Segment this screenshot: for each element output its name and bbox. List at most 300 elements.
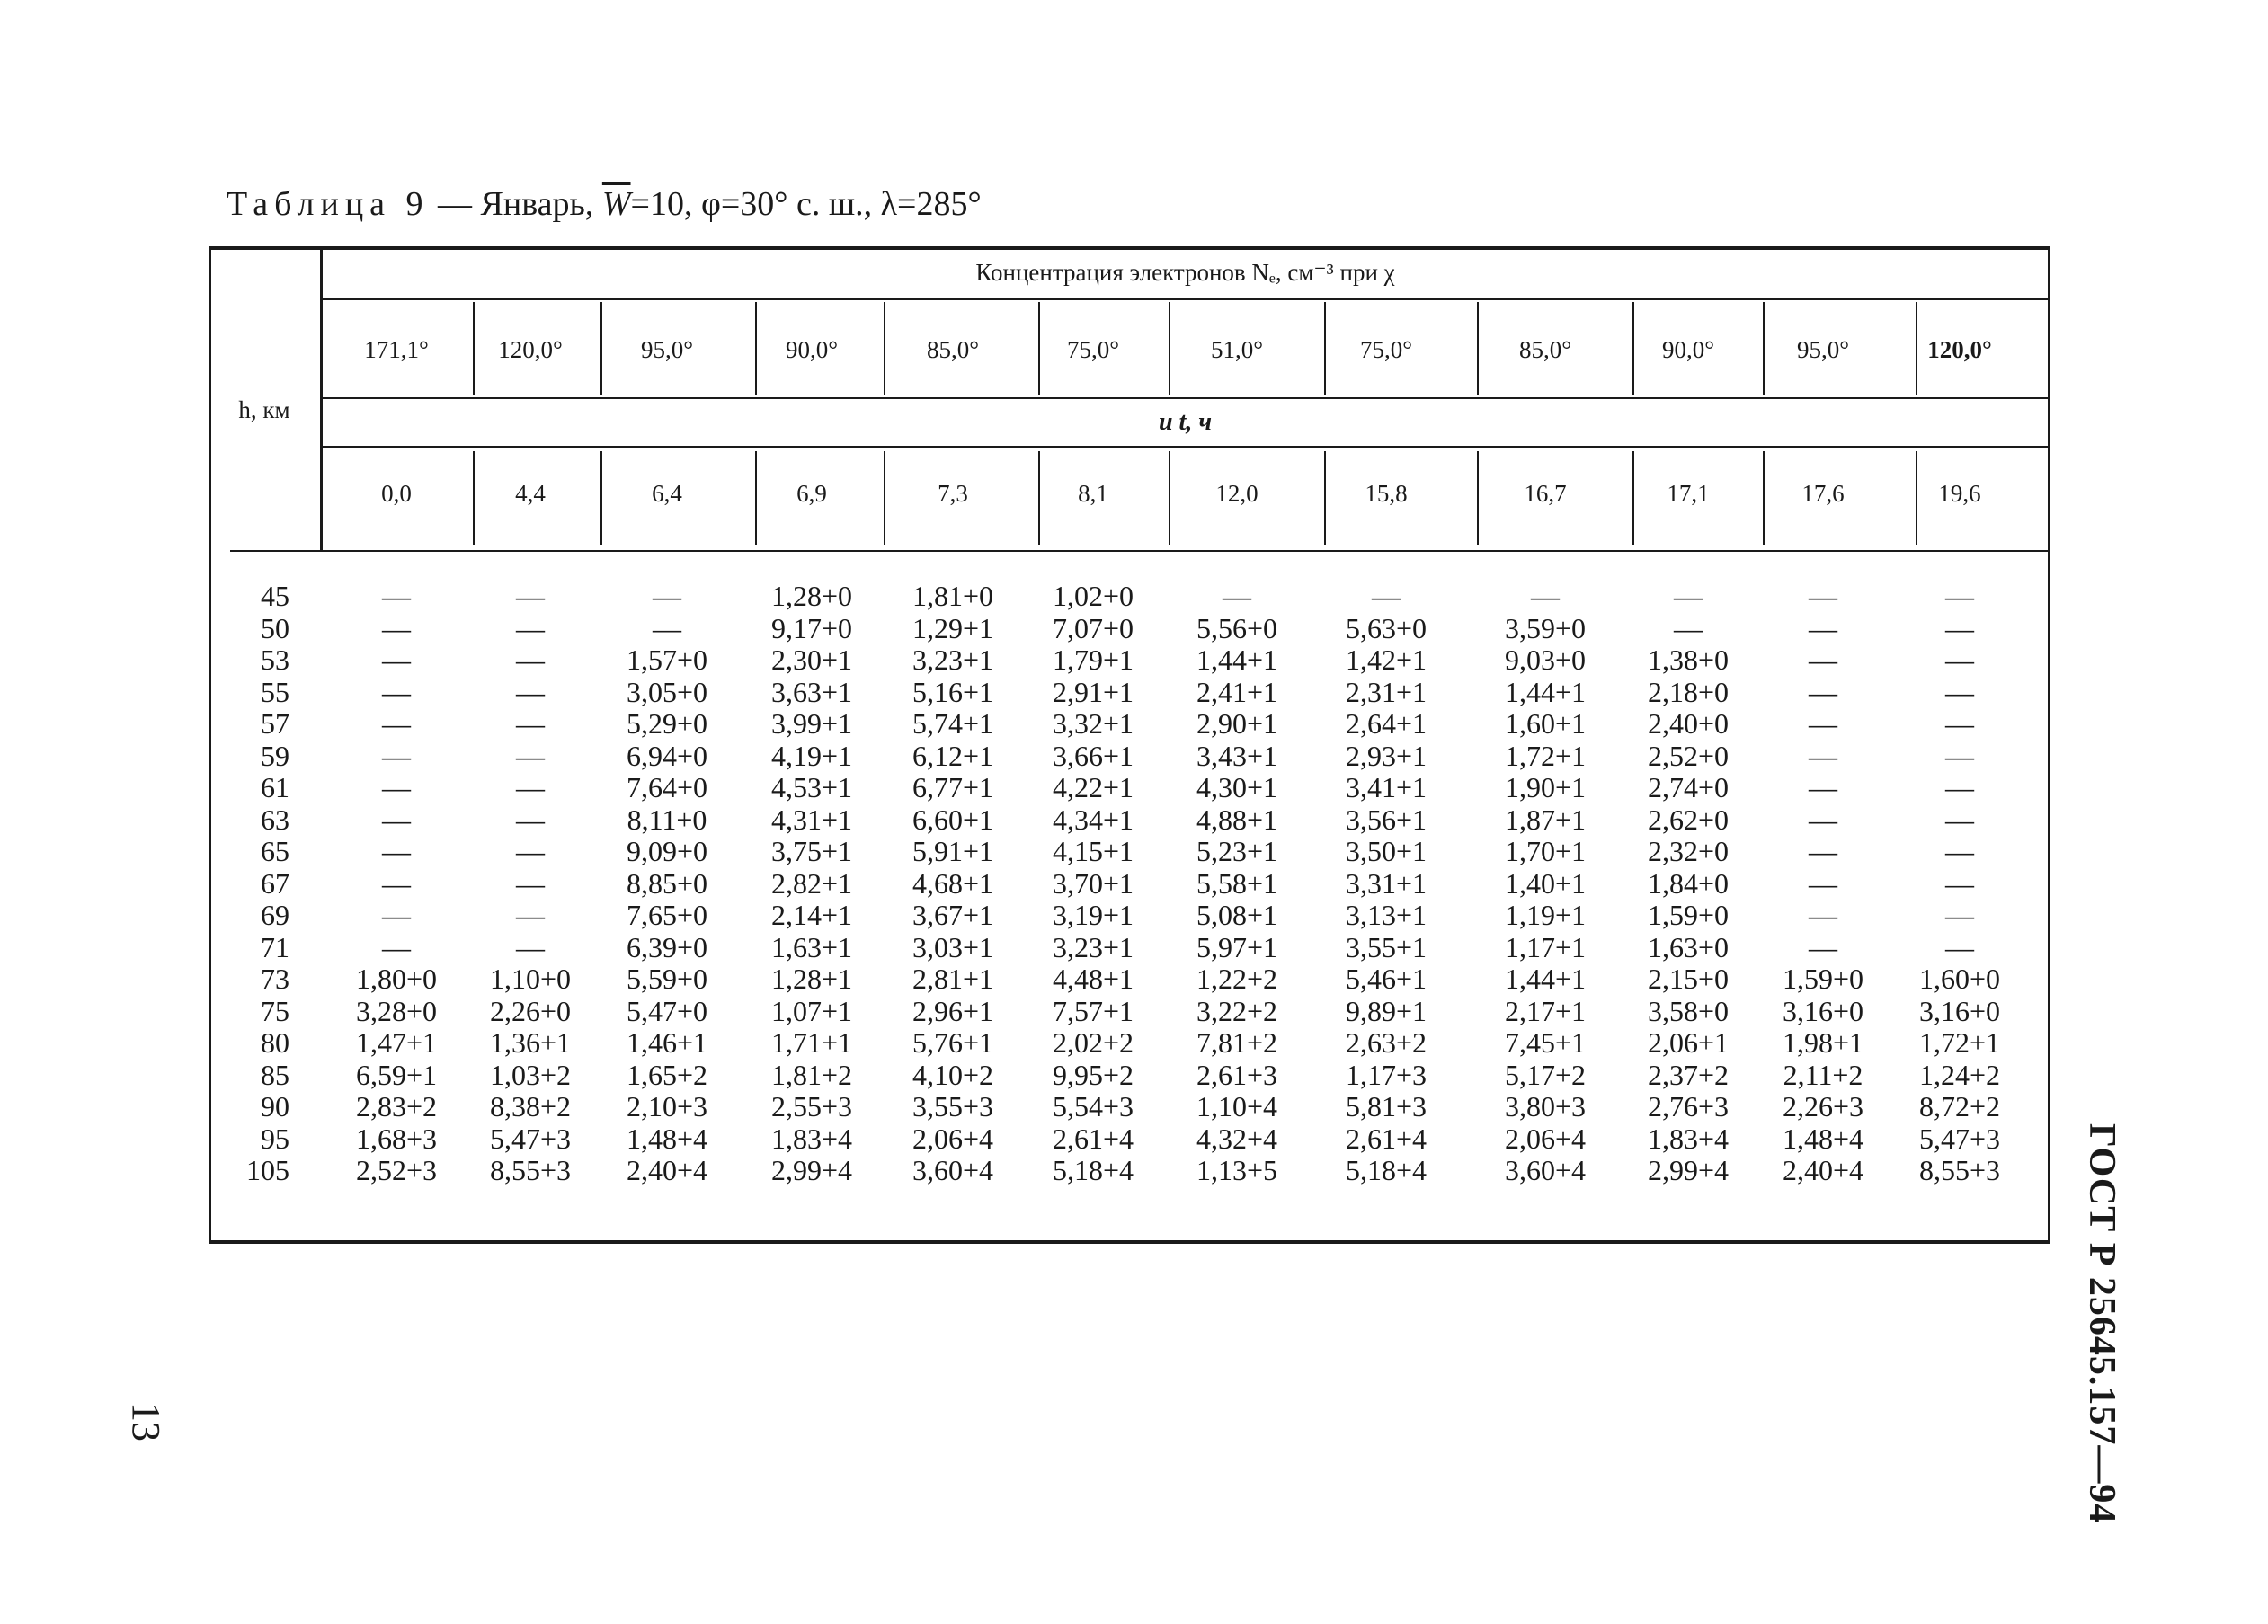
table-cell: — xyxy=(382,611,411,644)
table-cell: 5,17+2 xyxy=(1504,1058,1587,1091)
table-cell: 1,72+1 xyxy=(1918,1026,2001,1059)
table-cell: — xyxy=(516,866,545,900)
table-cell: — xyxy=(1809,835,1837,867)
table-cell: 3,59+0 xyxy=(1504,611,1587,644)
table-cell: 1,48+4 xyxy=(1782,1122,1864,1155)
table-cell: 2,06+4 xyxy=(912,1122,994,1155)
table-cell: 2,15+0 xyxy=(1647,963,1730,995)
data-column xyxy=(595,581,739,1187)
column-separator xyxy=(1477,302,1479,395)
t-header-cell: 8,1 xyxy=(1078,480,1108,507)
table-cell: 2,52+0 xyxy=(1647,739,1730,772)
t-header-cell: 19,6 xyxy=(1938,480,1981,507)
table-cell: 5,54+3 xyxy=(1052,1090,1134,1123)
table-cell: 1,72+1 xyxy=(1504,739,1587,772)
table-cell: 2,30+1 xyxy=(770,643,853,676)
data-column xyxy=(1473,581,1617,1187)
h-values-column xyxy=(225,581,289,1187)
table-cell: — xyxy=(516,803,545,836)
t-header: и t, ч xyxy=(1158,408,1213,436)
table-cell: — xyxy=(1945,707,1974,740)
table-cell: 1,90+1 xyxy=(1504,771,1587,803)
table-cell: 3,41+1 xyxy=(1345,771,1428,803)
table-cell: 5,47+0 xyxy=(626,994,708,1027)
caption-label: Таблица 9 xyxy=(227,185,430,223)
table-cell: 2,63+2 xyxy=(1345,1026,1428,1059)
h-value: 69 xyxy=(261,899,289,931)
t-header-cell: 16,7 xyxy=(1524,480,1567,507)
table-cell: 7,57+1 xyxy=(1052,994,1134,1027)
h-column-header: h, км xyxy=(238,396,290,423)
table-cell: — xyxy=(382,803,411,836)
column-separator xyxy=(473,451,475,545)
table-cell: — xyxy=(1945,771,1974,803)
chi-header-cell: 75,0° xyxy=(1359,336,1413,363)
table-cell: — xyxy=(382,643,411,676)
table-cell: 5,74+1 xyxy=(912,707,994,740)
table-cell: — xyxy=(516,675,545,708)
table-cell: 2,93+1 xyxy=(1345,739,1428,772)
data-column xyxy=(1888,581,2032,1187)
table-cell: 1,60+1 xyxy=(1504,707,1587,740)
table-cell: 5,23+1 xyxy=(1196,835,1278,867)
h-value: 63 xyxy=(261,803,289,836)
table-cell: 6,77+1 xyxy=(912,771,994,803)
table-bottom-rule xyxy=(209,1240,2050,1244)
table-cell: 8,11+0 xyxy=(627,803,707,836)
table-cell: — xyxy=(1945,899,1974,931)
table-cell: 2,17+1 xyxy=(1504,994,1587,1027)
h-value: 59 xyxy=(261,739,289,772)
table-cell: 3,55+1 xyxy=(1345,930,1428,963)
table-cell: 2,40+4 xyxy=(626,1154,708,1186)
table-cell: 4,53+1 xyxy=(770,771,853,803)
t-header-cell: 12,0 xyxy=(1215,480,1259,507)
table-cell: 1,48+4 xyxy=(626,1122,708,1155)
column-separator xyxy=(755,302,757,395)
table-cell: 4,88+1 xyxy=(1196,803,1278,836)
table-cell: 2,83+2 xyxy=(355,1090,438,1123)
h-value: 71 xyxy=(261,930,289,963)
table-cell: 2,61+4 xyxy=(1052,1122,1134,1155)
h-value: 50 xyxy=(261,611,289,644)
data-column xyxy=(1021,581,1165,1187)
t-header-cell: 6,4 xyxy=(652,480,682,507)
table-cell: — xyxy=(1531,580,1560,612)
h-value: 65 xyxy=(261,835,289,867)
table-cell: — xyxy=(516,643,545,676)
table-cell: 2,91+1 xyxy=(1052,675,1134,708)
table-cell: — xyxy=(382,866,411,900)
table-cell: 2,02+2 xyxy=(1052,1026,1134,1059)
column-separator xyxy=(1169,302,1170,395)
table-cell: — xyxy=(516,739,545,772)
h-value: 57 xyxy=(261,707,289,740)
column-separator xyxy=(1324,451,1326,545)
table-cell: 8,55+3 xyxy=(1918,1154,2001,1186)
table-cell: 1,40+1 xyxy=(1504,866,1587,900)
table-cell: — xyxy=(382,930,411,963)
chi-header-cell: 95,0° xyxy=(640,336,694,363)
table-cell: — xyxy=(653,580,681,612)
table-cell: — xyxy=(1945,675,1974,708)
data-column xyxy=(740,581,884,1187)
table-cell: 5,91+1 xyxy=(912,835,994,867)
table-cell: 1,17+1 xyxy=(1504,930,1587,963)
table-cell: 2,26+0 xyxy=(489,994,572,1027)
table-cell: 9,89+1 xyxy=(1345,994,1428,1027)
table-cell: 2,90+1 xyxy=(1196,707,1278,740)
data-column xyxy=(458,581,602,1187)
table-cell: 1,63+1 xyxy=(770,930,853,963)
table-cell: 2,11+2 xyxy=(1783,1058,1863,1091)
column-separator xyxy=(1632,451,1634,545)
h-value: 73 xyxy=(261,963,289,995)
table-cell: 1,47+1 xyxy=(355,1026,438,1059)
column-separator xyxy=(1324,302,1326,395)
h-value: 61 xyxy=(261,771,289,803)
table-cell: 5,46+1 xyxy=(1345,963,1428,995)
table-cell: 4,19+1 xyxy=(770,739,853,772)
table-cell: 3,99+1 xyxy=(770,707,853,740)
table-cell: — xyxy=(1809,930,1837,963)
table-cell: 5,16+1 xyxy=(912,675,994,708)
page-number: 13 xyxy=(124,1402,168,1442)
table-cell: 2,14+1 xyxy=(770,899,853,931)
chi-header-cell: 120,0° xyxy=(498,336,563,363)
chi-header-cell: 90,0° xyxy=(785,336,839,363)
table-cell: 1,83+4 xyxy=(1647,1122,1730,1155)
table-cell: 2,52+3 xyxy=(355,1154,438,1186)
table-cell: 4,32+4 xyxy=(1196,1122,1278,1155)
table-cell: 2,61+3 xyxy=(1196,1058,1278,1091)
column-separator xyxy=(1169,451,1170,545)
table-cell: 2,26+3 xyxy=(1782,1090,1864,1123)
table-cell: 1,60+0 xyxy=(1918,963,2001,995)
caption-w-symbol: $\overline{W}$ xyxy=(601,185,631,223)
table-top-rule xyxy=(209,246,2050,250)
table-caption xyxy=(227,184,982,224)
table-cell: 2,18+0 xyxy=(1647,675,1730,708)
table-cell: 1,80+0 xyxy=(355,963,438,995)
table-cell: — xyxy=(1809,866,1837,900)
table-cell: 1,19+1 xyxy=(1504,899,1587,931)
table-cell: 2,62+0 xyxy=(1647,803,1730,836)
column-separator xyxy=(473,302,475,395)
table-cell: 2,10+3 xyxy=(626,1090,708,1123)
table-cell: — xyxy=(653,611,681,644)
table-cell: — xyxy=(516,771,545,803)
table-cell: 2,99+4 xyxy=(770,1154,853,1186)
table-cell: 2,96+1 xyxy=(912,994,994,1027)
chi-header-cell: 90,0° xyxy=(1661,336,1715,363)
table-cell: 1,28+0 xyxy=(770,580,853,612)
table-cell: — xyxy=(1945,643,1974,676)
table-cell: — xyxy=(1945,739,1974,772)
header-bottom-rule xyxy=(230,550,2050,552)
table-cell: 3,03+1 xyxy=(912,930,994,963)
table-cell: 9,09+0 xyxy=(626,835,708,867)
table-cell: 6,12+1 xyxy=(912,739,994,772)
t-header-cell: 15,8 xyxy=(1365,480,1408,507)
table-cell: 5,81+3 xyxy=(1345,1090,1428,1123)
data-column xyxy=(1165,581,1309,1187)
table-cell: — xyxy=(1809,580,1837,612)
table-cell: 3,75+1 xyxy=(770,835,853,867)
h-value: 45 xyxy=(261,580,289,612)
table-cell: 4,48+1 xyxy=(1052,963,1134,995)
table-cell: 6,39+0 xyxy=(626,930,708,963)
table-cell: 1,70+1 xyxy=(1504,835,1587,867)
table-cell: 2,06+1 xyxy=(1647,1026,1730,1059)
caption-dash: — xyxy=(429,185,481,223)
table-cell: — xyxy=(382,707,411,740)
table-cell: 1,84+0 xyxy=(1647,866,1730,900)
table-cell: 2,06+4 xyxy=(1504,1122,1587,1155)
table-cell: 2,55+3 xyxy=(770,1090,853,1123)
table-cell: 1,59+0 xyxy=(1647,899,1730,931)
table-cell: 1,22+2 xyxy=(1196,963,1278,995)
table-cell: — xyxy=(1674,611,1703,644)
table-cell: 3,55+3 xyxy=(912,1090,994,1123)
table-cell: 1,98+1 xyxy=(1782,1026,1864,1059)
table-cell: 5,97+1 xyxy=(1196,930,1278,963)
table-cell: 1,81+0 xyxy=(912,580,994,612)
table-cell: 4,30+1 xyxy=(1196,771,1278,803)
table-cell: — xyxy=(1809,803,1837,836)
table-cell: 1,81+2 xyxy=(770,1058,853,1091)
table-cell: 4,22+1 xyxy=(1052,771,1134,803)
table-cell: 3,16+0 xyxy=(1918,994,2001,1027)
table-cell: 4,10+2 xyxy=(912,1058,994,1091)
table-cell: 3,50+1 xyxy=(1345,835,1428,867)
table-cell: — xyxy=(1945,866,1974,900)
table-cell: 8,72+2 xyxy=(1918,1090,2001,1123)
table-cell: — xyxy=(1945,930,1974,963)
table-cell: 2,31+1 xyxy=(1345,675,1428,708)
table-cell: 1,03+2 xyxy=(489,1058,572,1091)
column-separator xyxy=(600,451,602,545)
h-value: 105 xyxy=(246,1154,289,1186)
caption-month: Январь, xyxy=(480,185,594,223)
table-cell: 1,44+1 xyxy=(1196,643,1278,676)
column-separator xyxy=(884,302,885,395)
table-cell: 5,47+3 xyxy=(489,1122,572,1155)
t-header-cell: 4,4 xyxy=(515,480,546,507)
column-separator xyxy=(600,302,602,395)
table-cell: 3,56+1 xyxy=(1345,803,1428,836)
table-cell: 1,28+1 xyxy=(770,963,853,995)
table-cell: 1,24+2 xyxy=(1918,1058,2001,1091)
table-cell: 7,07+0 xyxy=(1052,611,1134,644)
table-cell: 3,31+1 xyxy=(1345,866,1428,900)
table-cell: 5,08+1 xyxy=(1196,899,1278,931)
column-separator xyxy=(1763,302,1765,395)
table-cell: 1,38+0 xyxy=(1647,643,1730,676)
table-cell: — xyxy=(1809,739,1837,772)
table-cell: 2,99+4 xyxy=(1647,1154,1730,1186)
table-cell: — xyxy=(516,580,545,612)
table-cell: 2,40+4 xyxy=(1782,1154,1864,1186)
table-cell: 2,76+3 xyxy=(1647,1090,1730,1123)
table-cell: — xyxy=(516,707,545,740)
h-value: 75 xyxy=(261,994,289,1027)
table-cell: 3,28+0 xyxy=(355,994,438,1027)
t-header-rule xyxy=(320,446,2050,448)
table-cell: 1,42+1 xyxy=(1345,643,1428,676)
table-cell: 1,10+0 xyxy=(489,963,572,995)
column-separator xyxy=(1038,302,1040,395)
table-cell: 5,58+1 xyxy=(1196,866,1278,900)
table-cell: 6,60+1 xyxy=(912,803,994,836)
table-cell: 9,03+0 xyxy=(1504,643,1587,676)
table-cell: 2,74+0 xyxy=(1647,771,1730,803)
table-cell: 8,55+3 xyxy=(489,1154,572,1186)
t-header-cell: 17,1 xyxy=(1667,480,1710,507)
h-value: 95 xyxy=(261,1122,289,1155)
h-value: 90 xyxy=(261,1090,289,1123)
data-column xyxy=(1314,581,1458,1187)
table-cell: — xyxy=(1945,580,1974,612)
table-cell: — xyxy=(1809,899,1837,931)
table-cell: — xyxy=(1945,835,1974,867)
concentration-rule xyxy=(320,298,2050,300)
table-cell: — xyxy=(1223,580,1251,612)
table-cell: 9,17+0 xyxy=(770,611,853,644)
table-cell: 3,67+1 xyxy=(912,899,994,931)
table-cell: — xyxy=(382,675,411,708)
table-cell: 2,32+0 xyxy=(1647,835,1730,867)
chi-header-cell: 85,0° xyxy=(1518,336,1572,363)
table-cell: 3,22+2 xyxy=(1196,994,1278,1027)
table-cell: — xyxy=(382,739,411,772)
table-cell: 2,40+0 xyxy=(1647,707,1730,740)
table-cell: 7,45+1 xyxy=(1504,1026,1587,1059)
h-value: 55 xyxy=(261,675,289,708)
table-cell: 5,59+0 xyxy=(626,963,708,995)
table-cell: 2,41+1 xyxy=(1196,675,1278,708)
data-column xyxy=(1751,581,1895,1187)
table-cell: 3,60+4 xyxy=(912,1154,994,1186)
chi-header-cell: 171,1° xyxy=(364,336,429,363)
table-cell: 3,58+0 xyxy=(1647,994,1730,1027)
table-cell: 5,18+4 xyxy=(1345,1154,1428,1186)
table-cell: 5,47+3 xyxy=(1918,1122,2001,1155)
table-cell: 3,05+0 xyxy=(626,675,708,708)
table-cell: 5,29+0 xyxy=(626,707,708,740)
table-cell: 1,59+0 xyxy=(1782,963,1864,995)
table-cell: 3,70+1 xyxy=(1052,866,1134,900)
table-cell: — xyxy=(516,611,545,644)
table-cell: 4,68+1 xyxy=(912,866,994,900)
column-separator xyxy=(1038,451,1040,545)
table-cell: 3,13+1 xyxy=(1345,899,1428,931)
table-cell: — xyxy=(1809,675,1837,708)
table-cell: 1,63+0 xyxy=(1647,930,1730,963)
column-separator xyxy=(1632,302,1634,395)
h-value: 67 xyxy=(261,866,289,900)
data-column xyxy=(325,581,468,1187)
table-cell: 3,60+4 xyxy=(1504,1154,1587,1186)
t-header-cell: 6,9 xyxy=(796,480,827,507)
h-value: 85 xyxy=(261,1058,289,1091)
table-cell: 4,31+1 xyxy=(770,803,853,836)
table-cell: 5,56+0 xyxy=(1196,611,1278,644)
column-separator xyxy=(1916,451,1917,545)
table-cell: — xyxy=(1809,643,1837,676)
concentration-header: Концентрация электронов Nₑ, см⁻³ при χ xyxy=(975,259,1395,286)
table-cell: 4,34+1 xyxy=(1052,803,1134,836)
table-cell: 8,85+0 xyxy=(626,866,708,900)
column-separator xyxy=(1763,451,1765,545)
table-cell: 3,19+1 xyxy=(1052,899,1134,931)
table-cell: 1,29+1 xyxy=(912,611,994,644)
table-cell: 1,46+1 xyxy=(626,1026,708,1059)
h-value: 80 xyxy=(261,1026,289,1059)
table-cell: 4,15+1 xyxy=(1052,835,1134,867)
table-cell: 5,63+0 xyxy=(1345,611,1428,644)
data-column xyxy=(881,581,1025,1187)
table-cell: 1,44+1 xyxy=(1504,675,1587,708)
table-cell: 2,82+1 xyxy=(770,866,853,900)
table-cell: 1,57+0 xyxy=(626,643,708,676)
table-cell: — xyxy=(516,835,545,867)
chi-header-cell: 120,0° xyxy=(1927,336,1992,363)
table-cell: 1,44+1 xyxy=(1504,963,1587,995)
table-cell: — xyxy=(1945,611,1974,644)
table-cell: 2,64+1 xyxy=(1345,707,1428,740)
column-separator xyxy=(1916,302,1917,395)
table-cell: — xyxy=(1674,580,1703,612)
table-cell: 6,59+1 xyxy=(355,1058,438,1091)
standard-code: ГОСТ Р 25645.157—94 xyxy=(2081,1123,2122,1524)
data-column xyxy=(1616,581,1760,1187)
chi-header-cell: 95,0° xyxy=(1796,336,1850,363)
table-cell: 1,10+4 xyxy=(1196,1090,1278,1123)
table-right-rule xyxy=(2048,246,2050,1244)
table-cell: — xyxy=(516,930,545,963)
table-cell: 1,71+1 xyxy=(770,1026,853,1059)
chi-row-rule xyxy=(320,397,2050,399)
table-cell: — xyxy=(382,580,411,612)
t-header-cell: 17,6 xyxy=(1801,480,1845,507)
table-cell: 7,81+2 xyxy=(1196,1026,1278,1059)
table-cell: 1,36+1 xyxy=(489,1026,572,1059)
t-header-cell: 0,0 xyxy=(381,480,412,507)
table-cell: 1,83+4 xyxy=(770,1122,853,1155)
table-cell: 1,07+1 xyxy=(770,994,853,1027)
column-separator xyxy=(755,451,757,545)
table-cell: 9,95+2 xyxy=(1052,1058,1134,1091)
table-cell: 3,16+0 xyxy=(1782,994,1864,1027)
table-cell: 6,94+0 xyxy=(626,739,708,772)
table-cell: 1,65+2 xyxy=(626,1058,708,1091)
table-cell: 5,18+4 xyxy=(1052,1154,1134,1186)
table-cell: 1,17+3 xyxy=(1345,1058,1428,1091)
caption-params: =10, φ=30° с. ш., λ=285° xyxy=(630,185,982,223)
table-cell: 5,76+1 xyxy=(912,1026,994,1059)
table-cell: 3,80+3 xyxy=(1504,1090,1587,1123)
h-value: 53 xyxy=(261,643,289,676)
table-cell: 2,61+4 xyxy=(1345,1122,1428,1155)
table-cell: 2,81+1 xyxy=(912,963,994,995)
table-cell: — xyxy=(382,835,411,867)
table-cell: 3,43+1 xyxy=(1196,739,1278,772)
table-cell: — xyxy=(1809,771,1837,803)
column-separator xyxy=(1477,451,1479,545)
table-cell: 2,37+2 xyxy=(1647,1058,1730,1091)
table-cell: — xyxy=(1809,611,1837,644)
